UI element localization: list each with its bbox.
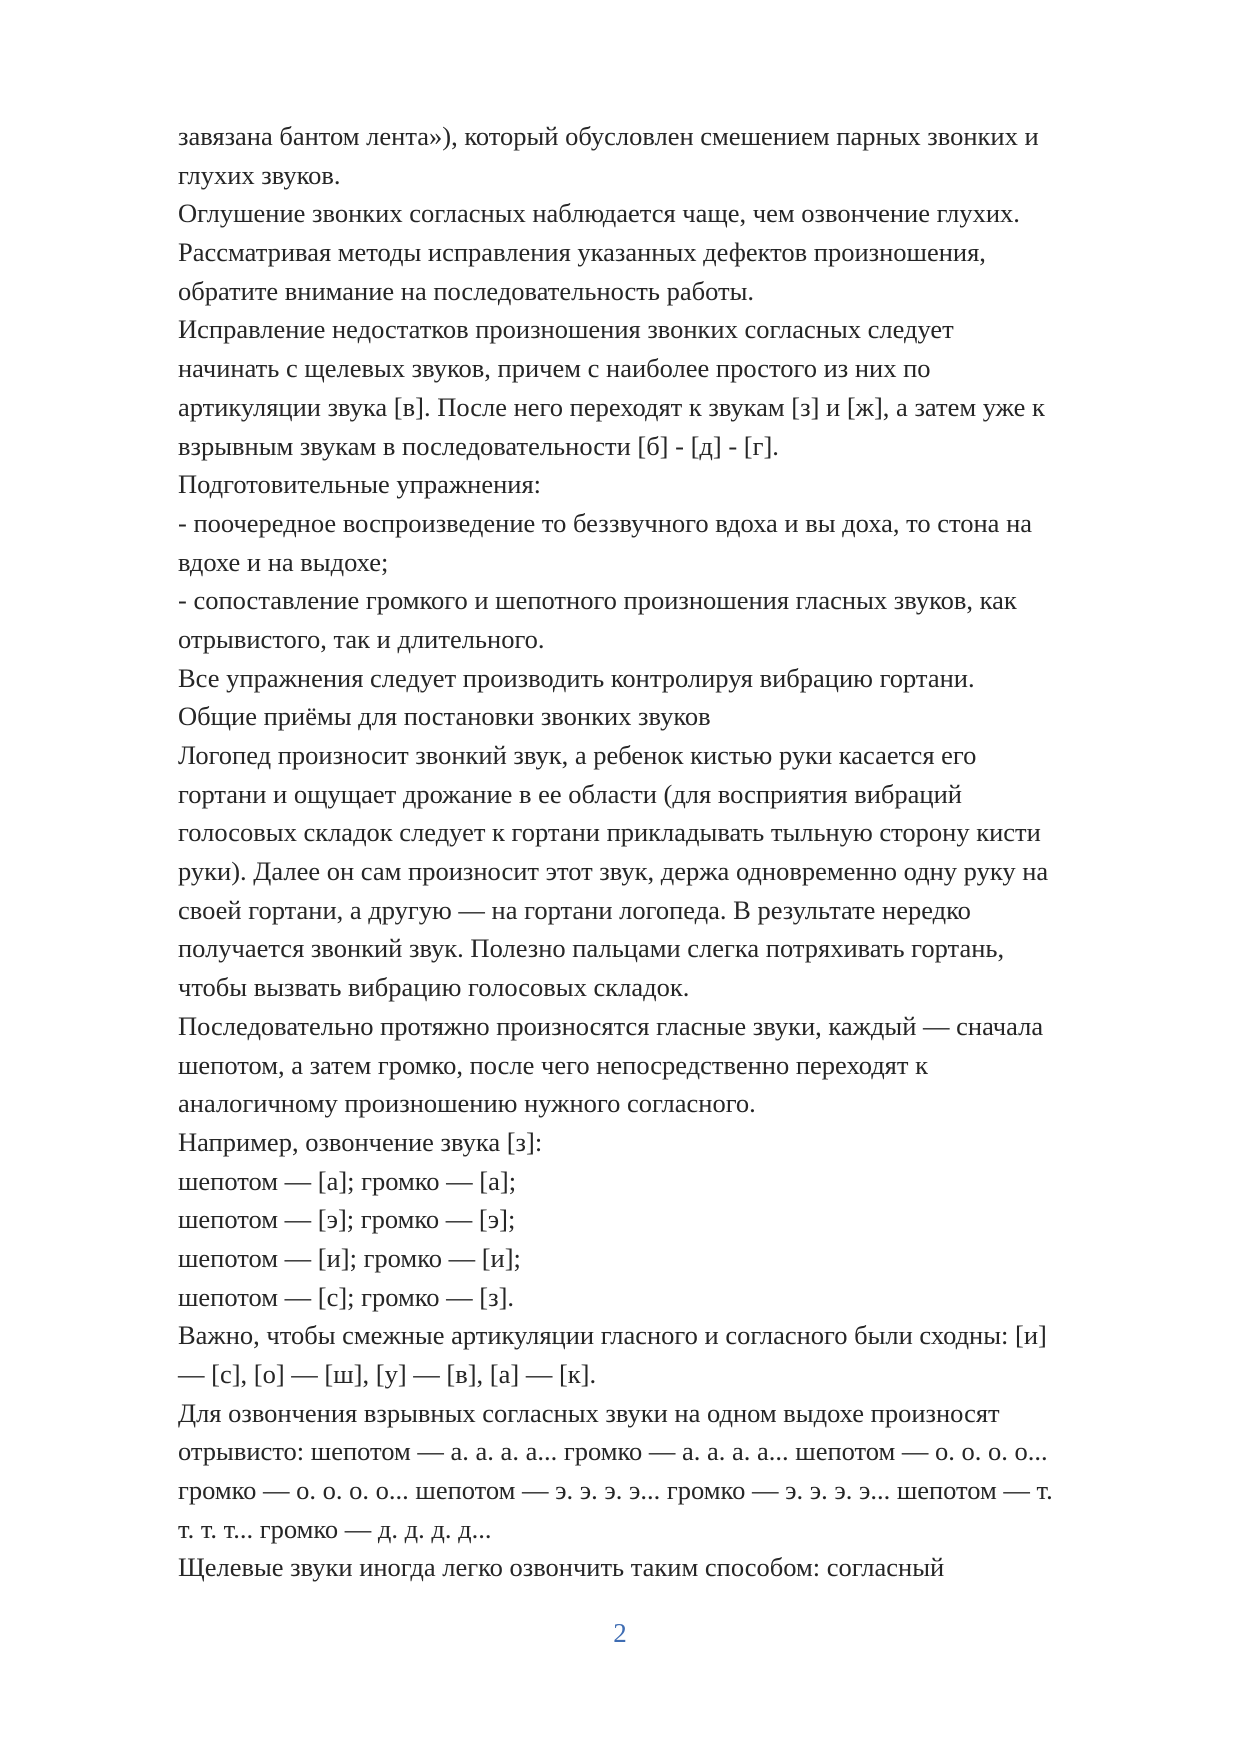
text-line: начинать с щелевых звуков, причем с наиболее простого из них по [178, 353, 931, 384]
text-line: артикуляции звука [в]. После него переходят к звукам [з] и [ж], а затем уже к [178, 391, 1045, 422]
text-line: т. т. т... громко — д. д. д. д... [178, 1513, 492, 1544]
text-line: Логопед произносит звонкий звук, а ребенок кистью руки касается его [178, 740, 977, 770]
text-line: гортани и ощущает дрожание в ее области (для восприятия вибраций [178, 778, 962, 809]
text-line: своей гортани, а другую — на гортани логопеда. В результате нередко [178, 894, 971, 925]
text-line: вдохе и на выдохе; [178, 546, 389, 577]
text-line: Рассматривая методы исправления указанных дефектов произношения, [178, 237, 986, 268]
text-line: руки). Далее он сам произносит этот звук, держа одновременно одну руку на [178, 856, 1049, 887]
body-text [178, 117, 1158, 1587]
text-line: получается звонкий звук. Полезно пальцами слегка потряхивать гортань, [178, 933, 1005, 964]
text-line: глухих звуков. [178, 159, 341, 190]
text-line: аналогичному произношению нужного согласного. [178, 1088, 756, 1119]
text-line: Исправление недостатков произношения звонких согласных следует [178, 314, 954, 345]
text-line: Щелевые звуки иногда легко озвончить таким способом: согласный [178, 1552, 945, 1583]
text-line: Для озвончения взрывных согласных звуки на одном выдохе произносят [178, 1397, 1000, 1428]
text-line: - поочередное воспроизведение то беззвучного вдоха и вы доха, то стона на [178, 507, 1033, 538]
text-line: Последовательно протяжно произносятся гласные звуки, каждый — сначала [178, 1010, 1044, 1041]
text-line: громко — о. о. о. о... шепотом — э. э. э. э... громко — э. э. э. э... шепотом — т. [178, 1475, 1053, 1506]
text-line: завязана бантом лента»), который обусловлен смешением парных звонких и [178, 121, 1039, 151]
text-line: Важно, чтобы смежные артикуляции гласного и согласного были сходны: [и] [178, 1320, 1047, 1351]
text-line: шепотом — [с]; громко — [з]. [178, 1281, 515, 1312]
text-line: отрывисто: шепотом — а. а. а. а... громко — а. а. а. а... шепотом — о. о. о. о... [178, 1436, 1048, 1467]
text-line: Все упражнения следует производить контролируя вибрацию гортани. [178, 662, 975, 693]
text-line: чтобы вызвать вибрацию голосовых складок. [178, 972, 690, 1003]
text-line: Оглушение звонких согласных наблюдается чаще, чем озвончение глухих. [178, 198, 1020, 229]
text-line: отрывистого, так и длительного. [178, 623, 545, 654]
text-line: - сопоставление громкого и шепотного произношения гласных звуков, как [178, 585, 1017, 616]
page-number: 2 [613, 1618, 627, 1648]
text-line: обратите внимание на последовательность работы. [178, 275, 754, 306]
text-line: шепотом — [э]; громко — [э]; [178, 1204, 516, 1235]
text-line: взрывным звукам в последовательности [б] - [д] - [г]. [178, 430, 779, 461]
text-line: — [с], [о] — [ш], [у] — [в], [а] — [к]. [178, 1359, 597, 1389]
text-line: Подготовительные упражнения: [178, 469, 542, 500]
text-line: шепотом — [а]; громко — [а]; [178, 1165, 517, 1196]
text-line: шепотом — [и]; громко — [и]; [178, 1242, 521, 1273]
text-line: голосовых складок следует к гортани прикладывать тыльную сторону кисти [178, 817, 1041, 848]
text-line: Например, озвончение звука [з]: [178, 1126, 543, 1157]
text-line: шепотом, а затем громко, после чего непосредственно переходят к [178, 1049, 928, 1080]
text-line: Общие приёмы для постановки звонких звуков [178, 701, 711, 732]
